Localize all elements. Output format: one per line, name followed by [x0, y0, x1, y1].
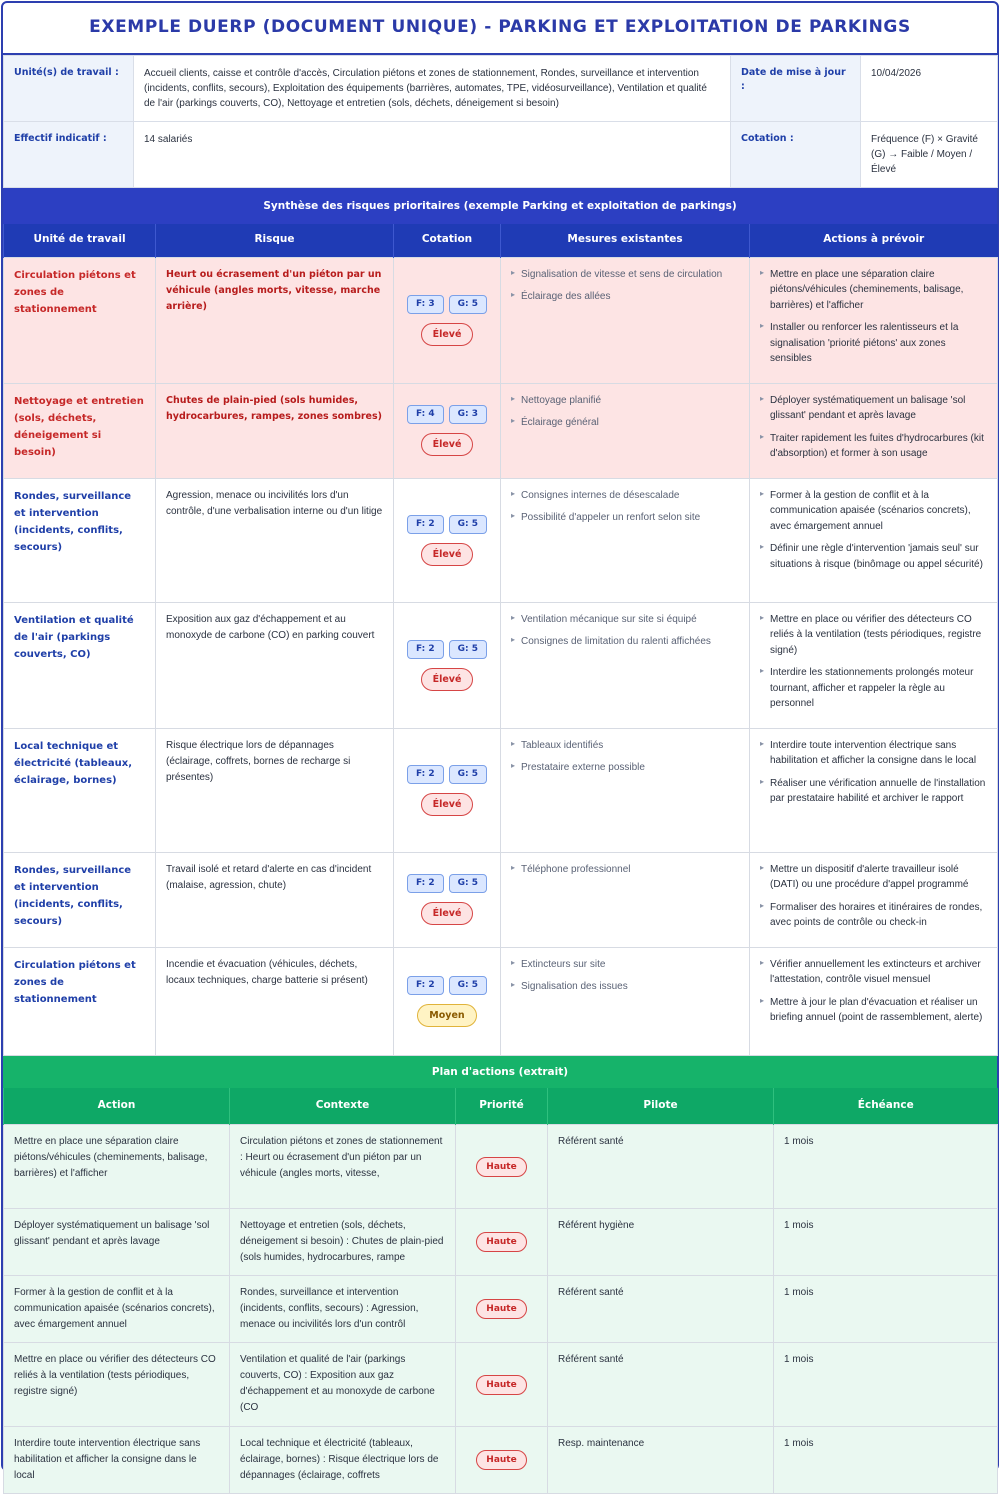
col-header-unit: Unité de travail [4, 224, 156, 257]
risk-unit: Circulation piétons et zones de stationnement [4, 257, 156, 383]
plan-echeance: 1 mois [774, 1427, 998, 1494]
risk-mesures [501, 602, 750, 728]
action-item: ▸ Déployer systématiquement un balisage 'sol glissant' pendant et après lavage [760, 393, 987, 424]
action-item: ▸ Vérifier annuellement les extincteurs et archiver l'attestation, contrôle visuel mensuel [760, 957, 987, 988]
action-item: ▸ Mettre à jour le plan d'évacuation et réaliser un briefing annuel (point de rassemblement, alerte) [760, 995, 987, 1026]
risk-level-badge: Élevé [421, 902, 474, 925]
risk-mesures [501, 383, 750, 478]
plan-priorite [456, 1125, 548, 1209]
risk-cotation [394, 602, 501, 728]
risk-mesures [501, 478, 750, 602]
action-item: ▸ Réaliser une vérification annuelle de l'installation par prestataire habilité et archiver le rapport [760, 776, 987, 807]
action-item: ▸ Traiter rapidement les fuites d'hydrocarbures (kit d'absorption) et former à son usage [760, 431, 987, 462]
action-item: ▸ Former à la gestion de conflit et à la communication apaisée (scénarios concrets), avec émargement annuel [760, 488, 987, 535]
plan-title: Plan d'actions (extrait) [3, 1056, 997, 1088]
plan-pilote: Référent santé [548, 1276, 774, 1343]
col-header-priorite: Priorité [456, 1088, 548, 1125]
risk-description: Heurt ou écrasement d'un piéton par un véhicule (angles morts, vitesse, marche arrière) [156, 257, 394, 383]
mesure-item: ▸ Tableaux identifiés [511, 738, 739, 754]
mesure-item: ▸ Extincteurs sur site [511, 957, 739, 973]
cotation-value: Fréquence (F) × Gravité (G) → Faible / Moyen / Élevé [861, 122, 998, 188]
gravity-pill: G: 5 [449, 640, 487, 659]
priority-badge: Haute [476, 1232, 526, 1252]
risk-description: Incendie et évacuation (véhicules, déchets, locaux techniques, charge batterie si présent) [156, 947, 394, 1055]
action-item: ▸ Définir une règle d'intervention 'jamais seul' sur situations à risque (binômage ou appel sécurité) [760, 541, 987, 572]
risk-level-badge: Élevé [421, 433, 474, 456]
units-value: Accueil clients, caisse et contrôle d'accès, Circulation piétons et zones de stationnement, Rondes, surveillance et intervention (incidents, conflits, secours), Exploitation des équipements (barrières, automates, TPE, vidéosurveillance), Ventilation et qualité de l'air (parkings couverts, CO), Nettoyage et entretien (sols, déchets, déneigement si besoin) [134, 56, 731, 122]
plan-pilote: Référent hygiène [548, 1209, 774, 1276]
action-item: ▸ Installer ou renforcer les ralentisseurs et la signalisation 'priorité piétons' aux zones sensibles [760, 320, 987, 367]
col-header-mesures: Mesures existantes [501, 224, 750, 257]
risk-actions [750, 602, 998, 728]
col-header-contexte: Contexte [230, 1088, 456, 1125]
priority-badge: Haute [476, 1299, 526, 1319]
risk-description: Travail isolé et retard d'alerte en cas d'incident (malaise, agression, chute) [156, 852, 394, 947]
risk-level-badge: Élevé [421, 543, 474, 566]
col-header-risk: Risque [156, 224, 394, 257]
plan-contexte: Local technique et électricité (tableaux, éclairage, bornes) : Risque électrique lors de dépannages (éclairage, coffrets [230, 1427, 456, 1494]
risk-unit: Nettoyage et entretien (sols, déchets, déneigement si besoin) [4, 383, 156, 478]
mesure-item: ▸ Ventilation mécanique sur site si équipé [511, 612, 739, 628]
plan-priorite [456, 1427, 548, 1494]
frequency-pill: F: 2 [407, 976, 444, 995]
col-header-action: Action [4, 1088, 230, 1125]
plan-table [3, 1088, 998, 1494]
risk-unit: Rondes, surveillance et intervention (incidents, conflits, secours) [4, 852, 156, 947]
plan-action: Interdire toute intervention électrique sans habilitation et afficher la consigne dans le local [4, 1427, 230, 1494]
risk-description: Risque électrique lors de dépannages (éclairage, coffrets, bornes de recharge si présentes) [156, 728, 394, 852]
risk-actions [750, 728, 998, 852]
risk-mesures [501, 728, 750, 852]
plan-row [4, 1209, 998, 1276]
plan-row [4, 1125, 998, 1209]
risk-mesures [501, 257, 750, 383]
col-header-pilote: Pilote [548, 1088, 774, 1125]
cotation-label: Cotation : [731, 122, 861, 188]
units-label: Unité(s) de travail : [4, 56, 134, 122]
frequency-pill: F: 2 [407, 765, 444, 784]
plan-echeance: 1 mois [774, 1125, 998, 1209]
gravity-pill: G: 5 [449, 515, 487, 534]
risk-actions [750, 478, 998, 602]
mesure-item: ▸ Consignes internes de désescalade [511, 488, 739, 504]
risk-row [4, 947, 998, 1055]
mesure-item: ▸ Éclairage général [511, 415, 739, 431]
risk-cotation [394, 728, 501, 852]
priority-badge: Haute [476, 1375, 526, 1395]
plan-row [4, 1343, 998, 1427]
document-title: EXEMPLE DUERP (DOCUMENT UNIQUE) - PARKING ET EXPLOITATION DE PARKINGS [3, 3, 997, 55]
mesure-item: ▸ Éclairage des allées [511, 289, 739, 305]
date-label: Date de mise à jour : [731, 56, 861, 122]
action-item: ▸ Formaliser des horaires et itinéraires de rondes, avec points de contrôle ou check-in [760, 900, 987, 931]
date-value: 10/04/2026 [861, 56, 998, 122]
effectif-value: 14 salariés [134, 122, 731, 188]
plan-echeance: 1 mois [774, 1209, 998, 1276]
risk-description: Chutes de plain-pied (sols humides, hydrocarbures, rampes, zones sombres) [156, 383, 394, 478]
risk-unit: Circulation piétons et zones de stationnement [4, 947, 156, 1055]
plan-pilote: Référent santé [548, 1343, 774, 1427]
risk-unit: Rondes, surveillance et intervention (incidents, conflits, secours) [4, 478, 156, 602]
plan-action: Former à la gestion de conflit et à la communication apaisée (scénarios concrets), avec émargement annuel [4, 1276, 230, 1343]
gravity-pill: G: 5 [449, 874, 487, 893]
risk-description: Exposition aux gaz d'échappement et au monoxyde de carbone (CO) en parking couvert [156, 602, 394, 728]
priority-badge: Haute [476, 1157, 526, 1177]
frequency-pill: F: 2 [407, 515, 444, 534]
plan-action: Mettre en place ou vérifier des détecteurs CO reliés à la ventilation (tests périodiques, registre signé) [4, 1343, 230, 1427]
mesure-item: ▸ Signalisation de vitesse et sens de circulation [511, 267, 739, 283]
risk-row [4, 602, 998, 728]
plan-echeance: 1 mois [774, 1276, 998, 1343]
action-item: ▸ Mettre en place ou vérifier des détecteurs CO reliés à la ventilation (tests périodiques, registre signé) [760, 612, 987, 659]
risk-cotation [394, 852, 501, 947]
plan-contexte: Circulation piétons et zones de stationnement : Heurt ou écrasement d'un piéton par un véhicule (angles morts, vitesse, [230, 1125, 456, 1209]
gravity-pill: G: 3 [449, 405, 487, 424]
plan-contexte: Nettoyage et entretien (sols, déchets, déneigement si besoin) : Chutes de plain-pied (sols humides, hydrocarbures, rampe [230, 1209, 456, 1276]
plan-action: Déployer systématiquement un balisage 'sol glissant' pendant et après lavage [4, 1209, 230, 1276]
risk-cotation [394, 947, 501, 1055]
mesure-item: ▸ Possibilité d'appeler un renfort selon site [511, 510, 739, 526]
frequency-pill: F: 3 [407, 295, 444, 314]
plan-echeance: 1 mois [774, 1343, 998, 1427]
gravity-pill: G: 5 [449, 295, 487, 314]
action-item: ▸ Mettre en place une séparation claire piétons/véhicules (cheminements, balisage, barrières) et l'afficher [760, 267, 987, 314]
mesure-item: ▸ Téléphone professionnel [511, 862, 739, 878]
col-header-echeance: Échéance [774, 1088, 998, 1125]
plan-row [4, 1276, 998, 1343]
risk-cotation [394, 257, 501, 383]
gravity-pill: G: 5 [449, 976, 487, 995]
synthese-title: Synthèse des risques prioritaires (exemple Parking et exploitation de parkings) [3, 188, 997, 224]
plan-priorite [456, 1209, 548, 1276]
risk-level-badge: Élevé [421, 323, 474, 346]
risk-row [4, 383, 998, 478]
action-item: ▸ Mettre un dispositif d'alerte travailleur isolé (DATI) ou une procédure d'appel programmé [760, 862, 987, 893]
plan-pilote: Référent santé [548, 1125, 774, 1209]
plan-pilote: Resp. maintenance [548, 1427, 774, 1494]
mesure-item: ▸ Consignes de limitation du ralenti affichées [511, 634, 739, 650]
frequency-pill: F: 2 [407, 874, 444, 893]
risk-cotation [394, 383, 501, 478]
risk-description: Agression, menace ou incivilités lors d'un contrôle, d'une verbalisation interne ou d'un litige [156, 478, 394, 602]
risk-table [3, 224, 998, 1056]
risk-row [4, 257, 998, 383]
plan-row [4, 1427, 998, 1494]
risk-actions [750, 947, 998, 1055]
col-header-cotation: Cotation [394, 224, 501, 257]
mesure-item: ▸ Prestataire externe possible [511, 760, 739, 776]
effectif-label: Effectif indicatif : [4, 122, 134, 188]
action-item: ▸ Interdire toute intervention électrique sans habilitation et afficher la consigne dans le local [760, 738, 987, 769]
mesure-item: ▸ Nettoyage planifié [511, 393, 739, 409]
risk-level-badge: Élevé [421, 668, 474, 691]
frequency-pill: F: 4 [407, 405, 444, 424]
mesure-item: ▸ Signalisation des issues [511, 979, 739, 995]
risk-actions [750, 257, 998, 383]
risk-level-badge: Élevé [421, 793, 474, 816]
plan-priorite [456, 1276, 548, 1343]
plan-contexte: Ventilation et qualité de l'air (parkings couverts, CO) : Exposition aux gaz d'échappement et au monoxyde de carbone (CO [230, 1343, 456, 1427]
risk-cotation [394, 478, 501, 602]
risk-row [4, 728, 998, 852]
col-header-actions: Actions à prévoir [750, 224, 998, 257]
info-table [3, 55, 998, 188]
risk-mesures [501, 852, 750, 947]
risk-row [4, 478, 998, 602]
risk-actions [750, 383, 998, 478]
risk-actions [750, 852, 998, 947]
frequency-pill: F: 2 [407, 640, 444, 659]
risk-row [4, 852, 998, 947]
document-frame [1, 1, 999, 1471]
risk-unit: Local technique et électricité (tableaux, éclairage, bornes) [4, 728, 156, 852]
risk-mesures [501, 947, 750, 1055]
gravity-pill: G: 5 [449, 765, 487, 784]
risk-level-badge: Moyen [417, 1004, 476, 1027]
plan-priorite [456, 1343, 548, 1427]
plan-contexte: Rondes, surveillance et intervention (incidents, conflits, secours) : Agression, menace ou incivilités lors d'un contrôl [230, 1276, 456, 1343]
plan-action: Mettre en place une séparation claire piétons/véhicules (cheminements, balisage, barrières) et l'afficher [4, 1125, 230, 1209]
action-item: ▸ Interdire les stationnements prolongés moteur tournant, afficher et rappeler la règle au personnel [760, 665, 987, 712]
risk-unit: Ventilation et qualité de l'air (parkings couverts, CO) [4, 602, 156, 728]
priority-badge: Haute [476, 1450, 526, 1470]
